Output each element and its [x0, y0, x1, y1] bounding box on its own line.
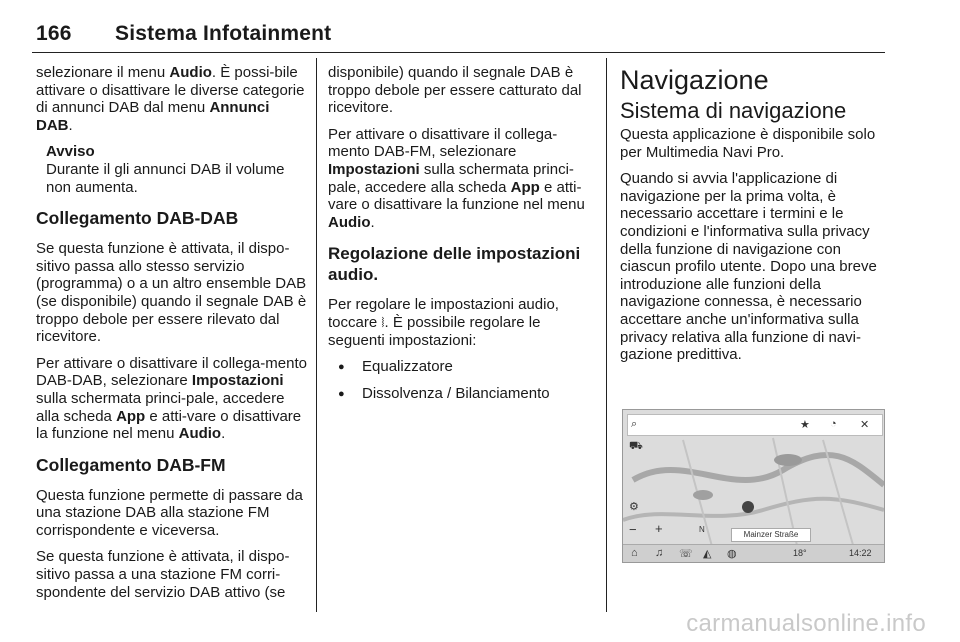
paragraph: Per regolare le impostazioni audio, toccare ⧘. È possibile regolare le seguenti impostazioni:	[328, 296, 559, 349]
paragraph: selezionare il menu Audio. È possi-bile attivare o disattivare le diverse categorie di annunci DAB dal menu Annunci DAB.	[36, 64, 305, 134]
column-1	[36, 64, 308, 610]
zoom-out-icon[interactable]: −	[629, 522, 637, 537]
column-divider	[606, 58, 607, 612]
search-bar[interactable]	[627, 414, 883, 436]
page-header	[36, 22, 331, 46]
search-icon[interactable]: ⌕	[631, 418, 638, 430]
heading-audio-settings: Regolazione delle impostazioni audio.	[328, 244, 581, 285]
section-heading: Sistema di navigazione	[620, 98, 847, 123]
watermark: carmanualsonline.info	[686, 610, 926, 637]
list-item: ● Equalizzatore	[328, 358, 596, 376]
gear-icon[interactable]: ⚙	[629, 501, 639, 513]
paragraph: Se questa funzione è attivata, il dispo-sitivo passa allo stesso servizio (programma) o a un altro ensemble DAB (se disponibile) quando il segnale DAB è troppo debole per essere rilevato dal ricevitore.	[36, 240, 307, 346]
apps-icon[interactable]: ◍	[727, 548, 737, 560]
heading-dab-fm: Collegamento DAB-FM	[36, 454, 226, 475]
status-bar	[623, 544, 884, 562]
column-2	[328, 64, 596, 411]
paragraph: Questa applicazione è disponibile solo per Multimedia Navi Pro.	[620, 126, 876, 161]
note-title: Avviso	[46, 143, 95, 161]
paragraph: Quando si avvia l'applicazione di navigazione per la prima volta, è necessario accettare i termini e le condizioni e l'informativa sulla privacy della funzione di navigazione con ciascun profilo utente. Dopo una breve introduzione alle funzioni della navigazione connessa, è necessario accettare anche un'informativa sulla privacy relativa alla funzione di navi-gazione predittiva.	[620, 170, 877, 364]
navigation-screenshot	[622, 409, 885, 563]
clock-icon[interactable]: ◔	[830, 418, 837, 430]
navigation-icon[interactable]: ◭	[703, 548, 712, 560]
street-label: Mainzer Straße	[731, 528, 811, 542]
column-3	[620, 64, 888, 373]
compass-icon[interactable]: N	[699, 525, 705, 534]
music-icon[interactable]: ♫	[655, 547, 664, 559]
bullet-list	[328, 358, 596, 402]
zoom-in-icon[interactable]: +	[655, 521, 663, 536]
phone-icon[interactable]: ☏	[679, 548, 693, 560]
note-box	[36, 143, 308, 196]
list-item: ● Dissolvenza / Bilanciamento	[328, 385, 596, 403]
paragraph: disponibile) quando il segnale DAB è troppo debole per essere catturato dal ricevitore.	[328, 64, 582, 117]
car-icon[interactable]: ⛟	[629, 440, 643, 452]
paragraph: Per attivare o disattivare il collega-mento DAB-DAB, selezionare Impostazioni sulla schermata princi-pale, accedere alla scheda App e atti-vare o disattivare la funzione nel menu Audio.	[36, 354, 307, 443]
chapter-title: Navigazione	[620, 65, 769, 95]
page-number: 166	[36, 22, 72, 45]
paragraph: Questa funzione permette di passare da una stazione DAB alla stazione FM corrispondente e viceversa.	[36, 486, 303, 539]
paragraph: Se questa funzione è attivata, il dispo-sitivo passa a una stazione FM corri-spondente del servizio DAB attivo (se	[36, 548, 290, 601]
paragraph: Per attivare o disattivare il collega-mento DAB-FM, selezionare Impostazioni sulla schermata princi-pale, accedere alla scheda App e atti-vare o disattivare la funzione nel menu Audio.	[328, 125, 585, 231]
temperature: 18°	[793, 548, 807, 558]
section-title: Sistema Infotainment	[115, 22, 332, 45]
home-icon[interactable]: ⌂	[631, 547, 638, 559]
column-divider	[316, 58, 317, 612]
clock-time: 14:22	[849, 548, 872, 558]
heading-dab-dab: Collegamento DAB-DAB	[36, 208, 239, 229]
star-icon[interactable]: ★	[800, 419, 810, 431]
note-text: Durante il gli annunci DAB il volume non aumenta.	[46, 160, 285, 196]
close-icon[interactable]: ✕	[860, 419, 870, 431]
header-rule	[32, 52, 885, 53]
